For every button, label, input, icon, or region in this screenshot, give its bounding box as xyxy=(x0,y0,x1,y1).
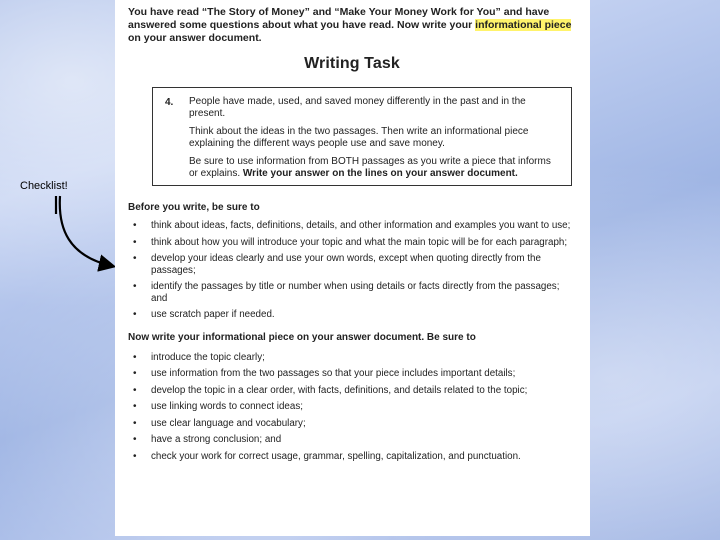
list-item: • identify the passages by title or number when using details or facts directly from the passages; and xyxy=(128,281,576,304)
task-paragraph-3-text: Be sure to use information from BOTH passages as you write a piece that informs or explains. xyxy=(189,156,551,179)
task-number: 4. xyxy=(165,97,174,108)
list-item: • develop your ideas clearly and use your own words, except when quoting directly from the passages; xyxy=(128,253,576,276)
list-item: • use scratch paper if needed. xyxy=(128,309,576,321)
list-item: • think about ideas, facts, definitions, details, and other information and examples you want to use; xyxy=(128,220,576,232)
list-item: • use information from the two passages so that your piece includes important details; xyxy=(128,368,576,380)
intro-text-after: on your answer document. xyxy=(128,32,262,44)
list-item: • use linking words to connect ideas; xyxy=(128,401,576,413)
writing-task-document xyxy=(115,0,590,536)
task-paragraph-3 xyxy=(189,156,561,179)
document-title: Writing Task xyxy=(304,55,400,72)
intro-text-before: You have read “The Story of Money” and “Make Your Money Work for You” and have answered some questions about what you have read. Now write your xyxy=(128,6,550,31)
list-item: • check your work for correct usage, grammar, spelling, capitalization, and punctuation. xyxy=(128,451,576,463)
before-you-write-list xyxy=(128,220,576,321)
list-item: • have a strong conclusion; and xyxy=(128,434,576,446)
list-item: • introduce the topic clearly; xyxy=(128,352,576,364)
task-paragraph-2: Think about the ideas in the two passages. Then write an informational piece explaining the different ways people use and save money. xyxy=(189,126,529,149)
list-item: • think about how you will introduce your topic and what the main topic will be for each paragraph; xyxy=(128,237,576,249)
task-paragraph-3-bold: Write your answer on the lines on your answer document. xyxy=(242,167,518,179)
task-paragraph-1: People have made, used, and saved money differently in the past and in the present. xyxy=(189,96,526,119)
task-prompt-box xyxy=(152,87,572,186)
intro-paragraph xyxy=(128,6,576,45)
checklist-callout-label: Checklist! xyxy=(20,180,68,192)
list-item: • develop the topic in a clear order, with facts, definitions, and details related to the topic; xyxy=(128,385,576,397)
now-write-list xyxy=(128,352,576,463)
now-write-heading: Now write your informational piece on your answer document. Be sure to xyxy=(128,331,476,343)
before-you-write-heading: Before you write, be sure to xyxy=(128,202,260,213)
highlighted-phrase: informational piece xyxy=(475,19,572,31)
list-item: • use clear language and vocabulary; xyxy=(128,418,576,430)
